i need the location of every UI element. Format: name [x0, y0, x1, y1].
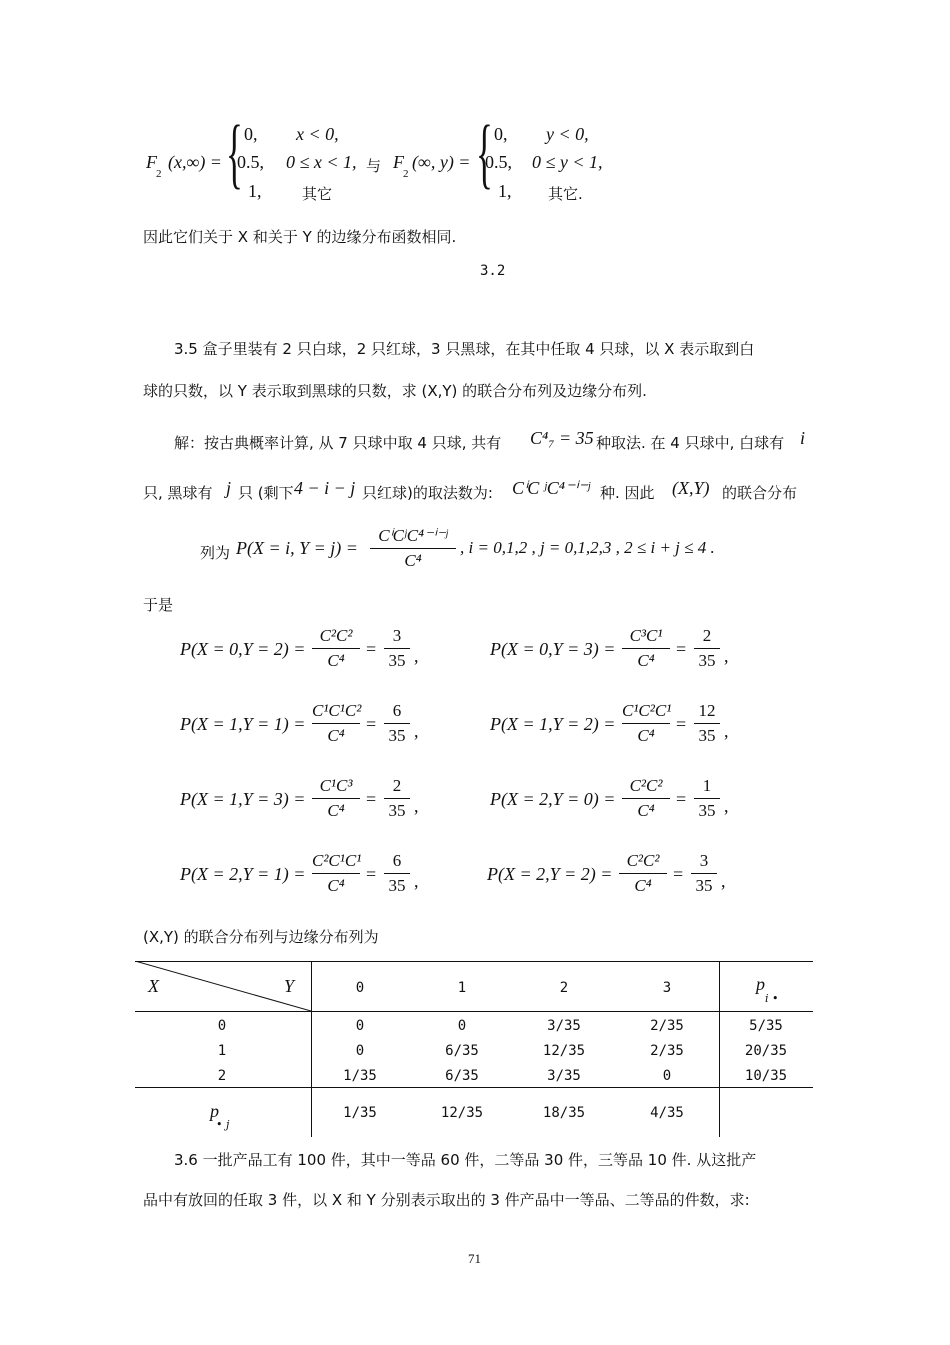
value-numerator: 3 — [699, 851, 709, 870]
case-x-3-value: 1, — [248, 181, 262, 201]
pj-cell: 12/35 — [440, 1105, 484, 1121]
f2x-symbol: F — [146, 152, 157, 172]
fraction-bar — [694, 798, 720, 799]
solution-line2-a: 只, 黑球有 — [143, 484, 213, 502]
fraction-bar — [619, 873, 667, 874]
case-x-2-cond: 0 ≤ x < 1, — [286, 152, 357, 172]
value-denominator: 35 — [388, 726, 406, 745]
combination-numerator: C¹C³ — [319, 776, 353, 795]
combination-fraction — [312, 626, 360, 671]
pj-label-subscript: • j — [216, 1118, 230, 1131]
solution-line3-lhs: P(X = i, Y = j) = — [236, 538, 358, 558]
solution-line1-b: 种取法. 在 4 只球中, 白球有 — [596, 434, 785, 452]
fraction-bar — [622, 648, 670, 649]
row-x-value: 1 — [217, 1043, 227, 1059]
value-denominator: 35 — [695, 876, 713, 895]
probability-lhs: P(X = 2,Y = 0) = — [490, 789, 616, 809]
fraction-bar — [384, 798, 410, 799]
probability-value — [384, 701, 410, 746]
table-cell: 6/35 — [445, 1068, 479, 1084]
comma: , — [721, 871, 726, 891]
combination-denominator: C⁴ — [637, 801, 655, 820]
value-numerator: 12 — [698, 701, 716, 720]
solution-line2-b: 只 (剩下 — [238, 484, 294, 502]
value-denominator: 35 — [698, 726, 716, 745]
table-caption — [143, 926, 379, 947]
pj-cell: 18/35 — [542, 1105, 586, 1121]
combination-fraction — [622, 701, 670, 746]
f2y-symbol: F — [393, 152, 404, 172]
value-denominator: 35 — [388, 876, 406, 895]
solution-line1-math: C⁴₇ = 35 — [530, 428, 594, 448]
left-brace-y: { — [476, 109, 493, 196]
combination-fraction — [622, 776, 670, 821]
combination-denominator: C⁴ — [637, 726, 655, 745]
solution-line2-d: 种. 因此 — [600, 484, 655, 502]
connector-text: 与 — [366, 157, 382, 175]
section-number: 3.2 — [480, 263, 506, 279]
conclusion-text: 因此它们关于 X 和关于 Y 的边缘分布函数相同. — [143, 228, 457, 246]
combination-fraction — [619, 851, 667, 896]
f2y-args: (∞, y) = — [412, 152, 471, 172]
combination-numerator: C²C² — [629, 776, 663, 795]
solution-line2-j: j — [226, 478, 232, 498]
fraction-bar — [694, 648, 720, 649]
combination-denominator: C⁴ — [327, 651, 345, 670]
table-cell: 0 — [355, 1018, 365, 1034]
table-cell: 12/35 — [542, 1043, 586, 1059]
comma: , — [724, 796, 729, 816]
combination-denominator: C⁴ — [327, 876, 345, 895]
corner-y-label: Y — [284, 976, 295, 996]
page-number: 71 — [468, 1251, 481, 1266]
pj-cell: 1/35 — [343, 1105, 377, 1121]
pj-label: p — [210, 1101, 219, 1121]
value-denominator: 35 — [388, 801, 406, 820]
header-y-3: 3 — [662, 980, 672, 996]
solution-line1-a: 解：按古典概率计算, 从 7 只球中取 4 只球, 共有 — [174, 434, 502, 452]
value-denominator: 35 — [698, 801, 716, 820]
table-cell: 3/35 — [547, 1068, 581, 1084]
pi-cell: 5/35 — [749, 1018, 783, 1034]
case-y-3-value: 1, — [498, 181, 512, 201]
problem-3-6-line1: 3.6 一批产品工有 100 件，其中一等品 60 件，二等品 30 件，三等品 10 件. 从这批产 — [174, 1151, 757, 1169]
table-cell: 6/35 — [445, 1043, 479, 1059]
table-cell: 3/35 — [547, 1018, 581, 1034]
comma: , — [724, 646, 729, 666]
case-x-1-value: 0, — [244, 124, 258, 144]
solution-line3-a: 列为 — [200, 544, 231, 562]
probability-value — [691, 851, 717, 896]
value-numerator: 3 — [392, 626, 402, 645]
equals-sign: = — [366, 714, 377, 734]
probability-lhs: P(X = 1,Y = 1) = — [180, 714, 306, 734]
probability-lhs: P(X = 1,Y = 2) = — [490, 714, 616, 734]
pj-cell: 4/35 — [650, 1105, 684, 1121]
comma: , — [414, 646, 419, 666]
probability-value — [694, 701, 720, 746]
solution-line2-xy: (X,Y) — [672, 478, 710, 498]
left-brace-x: { — [226, 109, 243, 196]
case-y-3-cond: 其它. — [548, 185, 583, 203]
combination-denominator: C⁴ — [327, 801, 345, 820]
probability-value — [384, 776, 410, 821]
solution-line2-math: CⁱC ʲC⁴⁻ⁱ⁻ʲ — [512, 478, 591, 498]
combination-numerator: C²C¹C¹ — [312, 851, 362, 870]
fraction-bar — [691, 873, 717, 874]
fraction-denominator: C⁴ — [404, 551, 422, 570]
equals-sign: = — [366, 639, 377, 659]
table-caption-text: (X,Y) 的联合分布列与边缘分布列为 — [143, 928, 379, 946]
comma: , — [414, 721, 419, 741]
value-numerator: 2 — [702, 626, 712, 645]
f2y-subscript: 2 — [403, 168, 409, 180]
corner-x-label: X — [148, 976, 159, 996]
comma: , — [414, 871, 419, 891]
probability-value — [384, 626, 410, 671]
table-cell: 0 — [457, 1018, 467, 1034]
table-header-border — [135, 1011, 813, 1012]
header-y-0: 0 — [355, 980, 365, 996]
yushi-text: 于是 — [143, 596, 174, 614]
row-x-value: 0 — [217, 1018, 227, 1034]
case-y-1-value: 0, — [494, 124, 508, 144]
case-y-2-value: 0.5, — [485, 152, 512, 172]
table-cell: 0 — [355, 1043, 365, 1059]
combination-fraction — [312, 776, 360, 821]
pi-header-subscript: i • — [765, 992, 779, 1005]
problem-3-5-line1: 3.5 盒子里装有 2 只白球，2 只红球，3 只黑球，在其中任取 4 只球，以 X 表示取到白 — [174, 340, 755, 358]
fraction-numerator: CⁱCʲC⁴⁻ⁱ⁻ʲ — [378, 526, 448, 545]
case-x-1-cond: x < 0, — [296, 124, 339, 144]
fraction-bar — [312, 798, 360, 799]
table-cell: 0 — [662, 1068, 672, 1084]
solution-line2-c: 只红球)的取法数为: — [362, 484, 493, 502]
problem-3-5-line2: 球的只数，以 Y 表示取到黑球的只数，求 (X,Y) 的联合分布列及边缘分布列. — [143, 382, 647, 400]
table-cell: 1/35 — [343, 1068, 377, 1084]
solution-line2-expr: 4 − i − j — [294, 478, 356, 498]
f2x-subscript: 2 — [156, 168, 162, 180]
pi-cell: 20/35 — [744, 1043, 788, 1059]
probability-lhs: P(X = 0,Y = 2) = — [180, 639, 306, 659]
combination-fraction — [312, 851, 360, 896]
combination-numerator: C²C² — [626, 851, 660, 870]
header-y-1: 1 — [457, 980, 467, 996]
equals-sign: = — [673, 864, 684, 884]
equals-sign: = — [676, 714, 687, 734]
combination-numerator: C²C² — [319, 626, 353, 645]
row-x-value: 2 — [217, 1068, 227, 1084]
probability-lhs: P(X = 0,Y = 3) = — [490, 639, 616, 659]
fraction-bar — [384, 873, 410, 874]
value-numerator: 6 — [392, 851, 402, 870]
probability-value — [694, 626, 720, 671]
fraction-bar — [312, 723, 360, 724]
value-numerator: 6 — [392, 701, 402, 720]
probability-lhs: P(X = 1,Y = 3) = — [180, 789, 306, 809]
case-x-3-cond: 其它 — [302, 185, 333, 203]
fraction-bar — [622, 723, 670, 724]
combination-numerator: C³C¹ — [629, 626, 663, 645]
fraction-bar — [370, 548, 456, 549]
table-cell: 2/35 — [650, 1043, 684, 1059]
problem-3-6-line2: 品中有放回的任取 3 件，以 X 和 Y 分别表示取出的 3 件产品中一等品、二等品的件数，求: — [143, 1191, 750, 1209]
solution-line1-i: i — [800, 428, 806, 448]
combination-denominator: C⁴ — [637, 651, 655, 670]
comma: , — [414, 796, 419, 816]
fraction-bar — [694, 723, 720, 724]
table-cell: 2/35 — [650, 1018, 684, 1034]
f2x-args: (x,∞) = — [168, 152, 222, 172]
probability-lhs: P(X = 2,Y = 2) = — [487, 864, 613, 884]
combination-fraction — [312, 701, 360, 746]
case-y-2-cond: 0 ≤ y < 1, — [532, 152, 603, 172]
probability-value — [384, 851, 410, 896]
combination-denominator: C⁴ — [327, 726, 345, 745]
fraction-bar — [622, 798, 670, 799]
case-y-1-cond: y < 0, — [546, 124, 589, 144]
comma: , — [724, 721, 729, 741]
case-x-2-value: 0.5, — [237, 152, 264, 172]
equals-sign: = — [676, 789, 687, 809]
solution-line2-e: 的联合分布 — [722, 484, 798, 502]
solution-line3-fraction — [370, 526, 456, 571]
fraction-bar — [384, 648, 410, 649]
value-denominator: 35 — [388, 651, 406, 670]
equals-sign: = — [366, 789, 377, 809]
fraction-bar — [384, 723, 410, 724]
table-footer-border — [135, 1087, 813, 1088]
combination-numerator: C¹C²C¹ — [622, 701, 672, 720]
fraction-bar — [312, 873, 360, 874]
pi-cell: 10/35 — [744, 1068, 788, 1084]
value-numerator: 1 — [702, 776, 712, 795]
combination-denominator: C⁴ — [634, 876, 652, 895]
equals-sign: = — [366, 864, 377, 884]
probability-value — [694, 776, 720, 821]
probability-lhs: P(X = 2,Y = 1) = — [180, 864, 306, 884]
pi-header: p — [756, 974, 765, 994]
combination-fraction — [622, 626, 670, 671]
fraction-bar — [312, 648, 360, 649]
value-numerator: 2 — [392, 776, 402, 795]
header-y-2: 2 — [559, 980, 569, 996]
combination-numerator: C¹C¹C² — [312, 701, 362, 720]
solution-line3-cond: , i = 0,1,2 , j = 0,1,2,3 , 2 ≤ i + j ≤ 4 . — [460, 538, 715, 557]
equals-sign: = — [676, 639, 687, 659]
value-denominator: 35 — [698, 651, 716, 670]
